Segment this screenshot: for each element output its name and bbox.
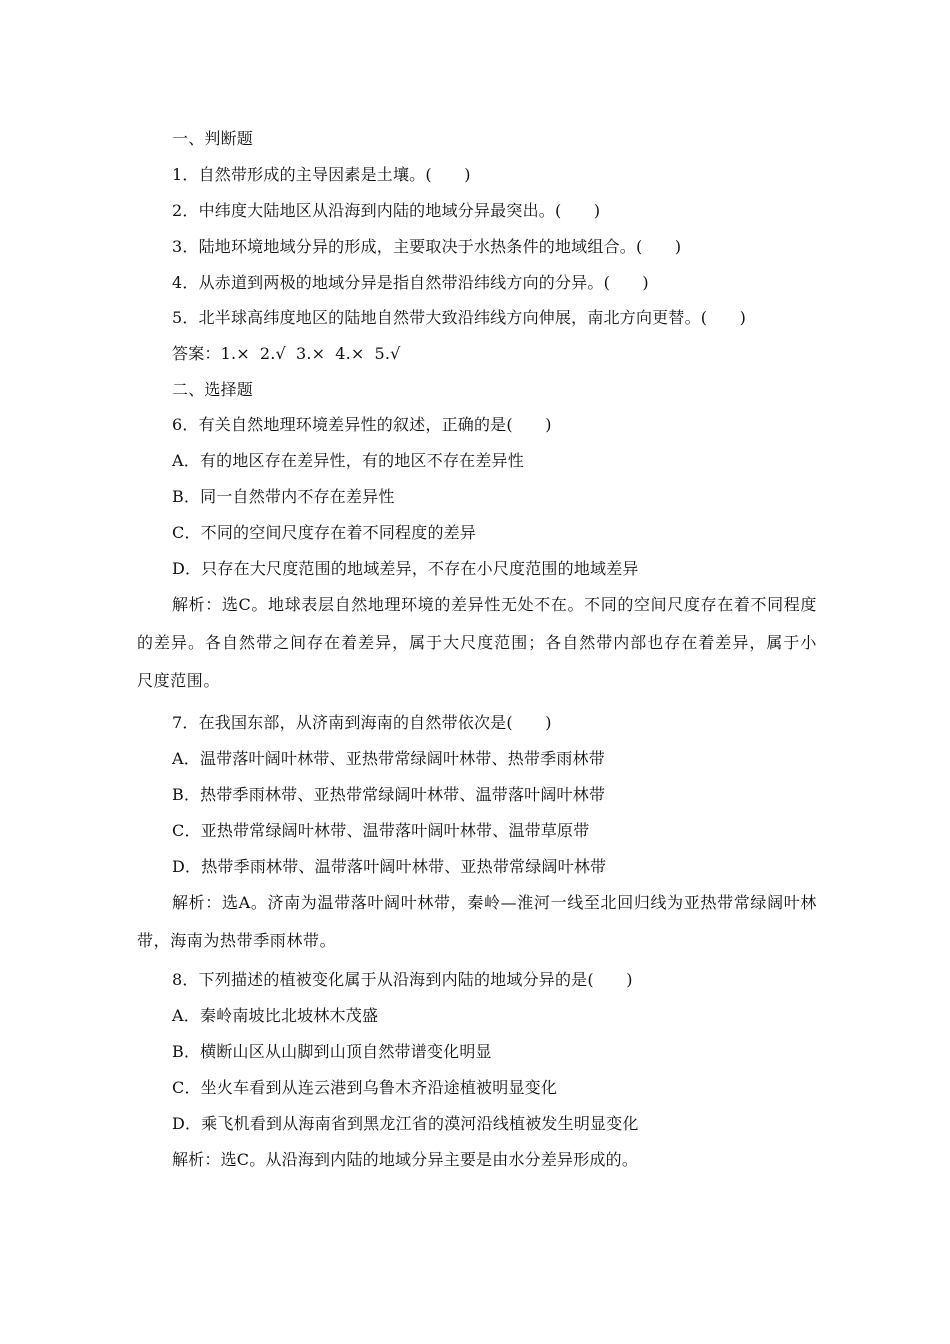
answer-5: 5.√ xyxy=(374,344,401,363)
question-6-option-c: C．不同的空间尺度存在着不同程度的差异 xyxy=(172,523,477,542)
answer-line xyxy=(172,344,411,364)
question-8-option-a: A．秦岭南坡比北坡林木茂盛 xyxy=(172,1006,379,1025)
question-6-analysis: 解析：选C。地球表层自然地理环境的差异性无处不在。不同的空间尺度存在着不同程度的差异。各自然带之间存在着差异，属于大尺度范围；各自然带内部也存在着差异，属于小尺度范围。 xyxy=(137,595,817,690)
answer-1: 1.× xyxy=(220,344,250,363)
judgment-item-4: 4．从赤道到两极的地域分异是指自然带沿纬线方向的分异。( ) xyxy=(172,273,649,292)
question-8-option-b: B．横断山区从山脚到山顶自然带谱变化明显 xyxy=(172,1042,492,1061)
question-8-analysis: 解析：选C。从沿海到内陆的地域分异主要是由水分差异形成的。 xyxy=(172,1150,639,1169)
judgment-item-5: 5．北半球高纬度地区的陆地自然带大致沿纬线方向伸展，南北方向更替。( ) xyxy=(172,308,747,327)
answer-2: 2.√ xyxy=(259,344,286,363)
question-7-option-b: B．热带季雨林带、亚热带常绿阔叶林带、温带落叶阔叶林带 xyxy=(172,785,606,804)
question-6-stem: 6．有关自然地理环境差异性的叙述，正确的是( ) xyxy=(172,415,552,434)
answer-3: 3.× xyxy=(295,344,326,363)
question-7-option-d: D．热带季雨林带、温带落叶阔叶林带、亚热带常绿阔叶林带 xyxy=(172,857,607,876)
question-6-option-b: B．同一自然带内不存在差异性 xyxy=(172,487,395,506)
question-7-option-c: C．亚热带常绿阔叶林带、温带落叶阔叶林带、温带草原带 xyxy=(172,821,590,840)
question-7-stem: 7．在我国东部，从济南到海南的自然带依次是( ) xyxy=(172,713,552,732)
section2-heading: 二、选择题 xyxy=(172,380,254,399)
judgment-item-3: 3．陆地环境地域分异的形成，主要取决于水热条件的地域组合。( ) xyxy=(172,237,682,256)
question-6-option-d: D．只存在大尺度范围的地域差异，不存在小尺度范围的地域差异 xyxy=(172,559,639,578)
question-8-option-d: D．乘飞机看到从海南省到黑龙江省的漠河沿线植被发生明显变化 xyxy=(172,1114,639,1133)
question-6-option-a: A．有的地区存在差异性，有的地区不存在差异性 xyxy=(172,451,524,470)
answer-4: 4.× xyxy=(335,344,365,363)
question-7-analysis: 解析：选A。济南为温带落叶阔叶林带，秦岭—淮河一线至北回归线为亚热带常绿阔叶林带，海南为热带季雨林带。 xyxy=(137,893,817,950)
question-7-option-a: A．温带落叶阔叶林带、亚热带常绿阔叶林带、热带季雨林带 xyxy=(172,749,605,768)
question-8-option-c: C．坐火车看到从连云港到乌鲁木齐沿途植被明显变化 xyxy=(172,1078,558,1097)
answer-label: 答案： xyxy=(172,344,221,363)
question-8-stem: 8．下列描述的植被变化属于从沿海到内陆的地域分异的是( ) xyxy=(172,970,633,989)
judgment-item-1: 1．自然带形成的主导因素是土壤。( ) xyxy=(172,165,471,184)
section1-heading: 一、判断题 xyxy=(172,129,254,148)
judgment-item-2: 2．中纬度大陆地区从沿海到内陆的地域分异最突出。( ) xyxy=(172,201,601,220)
